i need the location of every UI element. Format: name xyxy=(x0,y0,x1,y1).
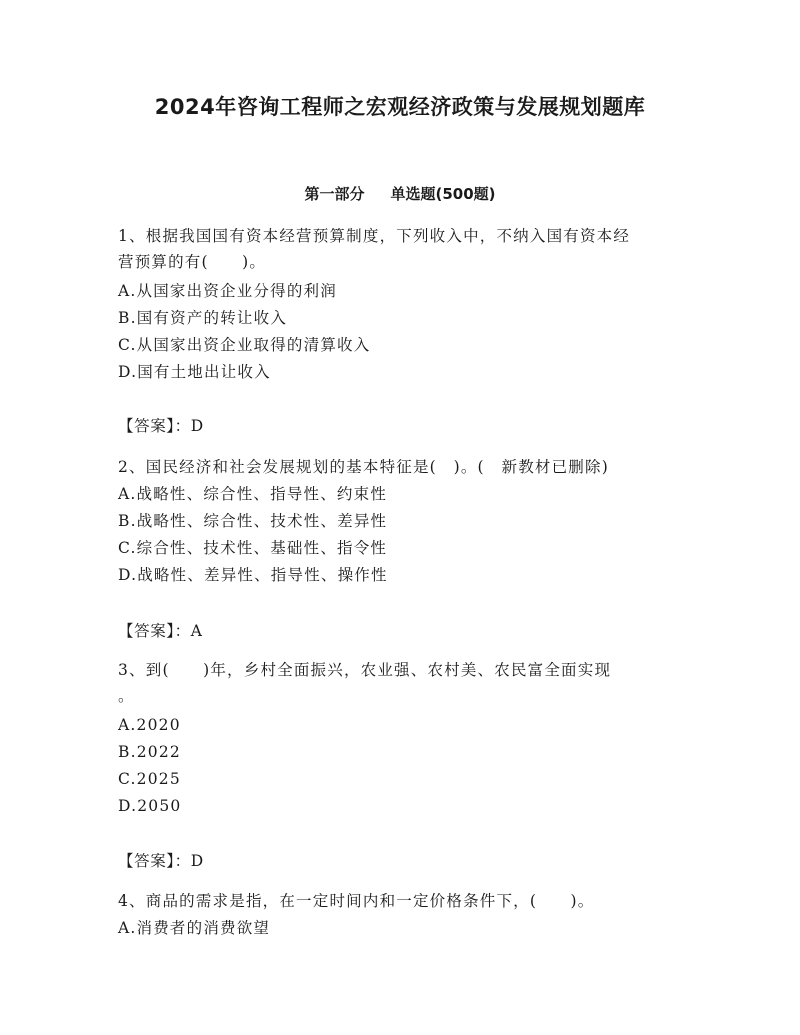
option-d: D.2050 xyxy=(118,797,182,815)
option-c: C.综合性、技术性、基础性、指令性 xyxy=(118,539,388,557)
option-c: C.从国家出资企业取得的清算收入 xyxy=(118,336,371,354)
answer-label: 【答案】： xyxy=(118,417,191,435)
document-title: 2024年咨询工程师之宏观经济政策与发展规划题库 xyxy=(154,95,646,119)
section-heading xyxy=(0,182,800,206)
answer-value: A xyxy=(190,622,203,640)
option-b: B.2022 xyxy=(118,743,181,761)
question-stem-line: 4、商品的需求是指，在一定时间内和一定价格条件下，( )。 xyxy=(118,892,595,910)
answer-value: D xyxy=(190,417,204,435)
option-a: A.消费者的消费欲望 xyxy=(118,919,271,937)
question-stem-line: 1、根据我国国有资本经营预算制度，下列收入中，不纳入国有资本经 xyxy=(118,227,631,245)
option-d: D.战略性、差异性、指导性、操作性 xyxy=(118,566,388,584)
answer-line xyxy=(118,849,688,873)
question-stem-line: 2、国民经济和社会发展规划的基本特征是( )。( 新教材已删除) xyxy=(118,458,609,476)
answer-label: 【答案】： xyxy=(118,622,191,640)
option-b: B.国有资产的转让收入 xyxy=(118,309,288,327)
section-part: 第一部分 xyxy=(304,185,365,203)
option-a: A.从国家出资企业分得的利润 xyxy=(118,282,337,300)
option-b: B.战略性、综合性、技术性、差异性 xyxy=(118,512,388,530)
option-a: A.战略性、综合性、指导性、约束性 xyxy=(118,485,388,503)
question-stem-line: 3、到( )年，乡村全面振兴，农业强、农村美、农民富全面实现 xyxy=(118,661,612,679)
answer-line xyxy=(118,619,688,643)
option-c: C.2025 xyxy=(118,770,181,788)
answer-value: D xyxy=(190,852,204,870)
answer-line xyxy=(118,414,688,438)
option-a: A.2020 xyxy=(118,716,181,734)
question-stem-line: 营预算的有( )。 xyxy=(118,253,267,271)
section-name: 单选题(500题) xyxy=(390,185,496,203)
answer-label: 【答案】： xyxy=(118,852,191,870)
option-d: D.国有土地出让收入 xyxy=(118,363,271,381)
question-stem-line: 。 xyxy=(118,687,135,705)
